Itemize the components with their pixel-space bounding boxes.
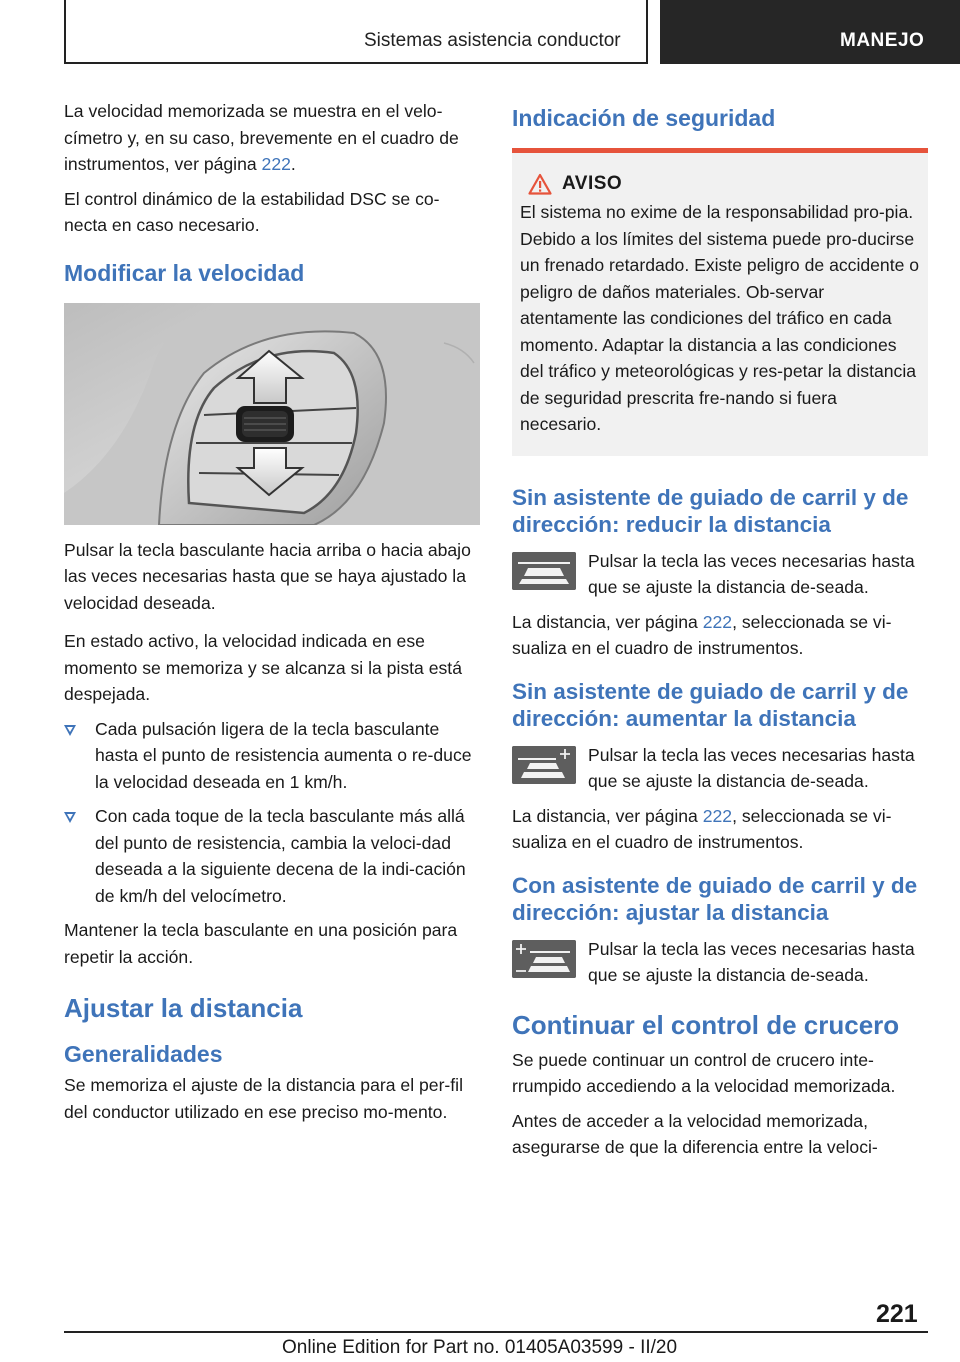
- page-link[interactable]: 222: [702, 805, 733, 826]
- chapter-tab: [660, 0, 960, 64]
- heading-continue-cruise: Continuar el control de crucero: [512, 1009, 900, 1040]
- paragraph-rocker-press: Pulsar la tecla basculante hacia arriba o hacia abajo las veces necesarias hasta que se haya ajustado la velocidad deseada.: [64, 539, 471, 613]
- section-title: Sistemas asistencia conductor: [364, 30, 621, 51]
- warning-text: El sistema no exime de la responsabilidad pro-pia. Debido a los límites del sistema puede pro-ducirse un frenado retardado. Existe peligro de accidente o peligro de daños materiales. Ob-servar atentamente las condiciones del tráfico en cada momento. Adaptar la distancia a las condiciones del tráfico y meteorológicas y res-petar la distancia de seguridad prescrita fre-nando si fuera necesario.: [520, 202, 920, 434]
- distance-adjust-icon: [512, 940, 576, 978]
- increase-instruction: Pulsar la tecla las veces necesarias hasta que se ajuste la distancia de-seada.: [588, 744, 915, 791]
- distance-reduce-icon: [512, 552, 576, 590]
- distance-increase-icon: [512, 746, 576, 784]
- paragraph-active-state: En estado activo, la velocidad indicada en ese momento se memoriza y se alcanza si la pista está despejada.: [64, 631, 462, 704]
- chapter-title: MANEJO: [840, 30, 925, 51]
- warning-triangle-icon: [528, 173, 552, 195]
- increase-reference: La distancia, ver página 222, seleccionada se vi-sualiza en el cuadro de instrumentos.: [512, 805, 892, 852]
- paragraph-hold-rocker: Mantener la tecla basculante en una posición para repetir la acción.: [64, 920, 458, 967]
- heading-general: Generalidades: [64, 1041, 223, 1067]
- heading-modify-speed: Modificar la velocidad: [64, 259, 305, 286]
- footer-edition: Online Edition for Part no. 01405A03599 - II/20: [282, 1337, 678, 1358]
- reduce-reference: La distancia, ver página 222, seleccionada se vi-sualiza en el cuadro de instrumentos.: [512, 611, 892, 658]
- bullet-triangle-icon: [64, 725, 76, 736]
- page-link[interactable]: 222: [702, 611, 733, 632]
- heading-increase-distance: Sin asistente de guiado de carril y de dirección: aumentar la distancia: [512, 678, 909, 731]
- right-column: [512, 98, 928, 1169]
- heading-safety: Indicación de seguridad: [512, 105, 776, 131]
- warning-title: AVISO: [562, 173, 623, 194]
- page-number: 221: [876, 1300, 918, 1328]
- bullet-item: Con cada toque de la tecla basculante más allá del punto de resistencia, cambia la veloci-dad deseada a la siguiente decena de la indi-cación de km/h del velocímetro.: [64, 803, 482, 909]
- paragraph-continue-2: Antes de acceder a la velocidad memorizada, asegurarse de que la diferencia entre la veloci-: [512, 1110, 878, 1157]
- heading-adjust-distance: Ajustar la distancia: [64, 993, 303, 1023]
- steering-wheel-rocker-photo: [64, 303, 480, 525]
- heading-reduce-distance: Sin asistente de guiado de carril y de dirección: reducir la distancia: [512, 484, 909, 537]
- page-link[interactable]: 222: [261, 154, 291, 174]
- paragraph-memorized-speed: La velocidad memorizada se muestra en el velo-címetro y, en su caso, brevemente en el cuadro de instrumentos, ver página 222.: [64, 101, 459, 174]
- paragraph-dsc: El control dinámico de la estabilidad DSC se co-necta en caso necesario.: [64, 188, 440, 235]
- bullet-item: Cada pulsación ligera de la tecla basculante hasta el punto de resistencia aumenta o re-duce la velocidad deseada en 1 km/h.: [64, 716, 482, 796]
- left-column: [64, 98, 482, 1133]
- reduce-instruction: Pulsar la tecla las veces necesarias hasta que se ajuste la distancia de-seada.: [588, 550, 915, 597]
- adjust-instruction: Pulsar la tecla las veces necesarias hasta que se ajuste la distancia de-seada.: [588, 938, 915, 985]
- paragraph-profile: Se memoriza el ajuste de la distancia para el per-fil del conductor utilizado en ese preciso mo-mento.: [64, 1075, 463, 1122]
- paragraph-continue-1: Se puede continuar un control de crucero inte-rrumpido accediendo a la velocidad memorizada.: [512, 1049, 896, 1096]
- warning-box: [512, 148, 928, 456]
- footer-divider: [64, 1331, 928, 1333]
- heading-adjust-distance-assist: Con asistente de guiado de carril y de dirección: ajustar la distancia: [512, 872, 918, 925]
- bullet-triangle-icon: [64, 812, 76, 823]
